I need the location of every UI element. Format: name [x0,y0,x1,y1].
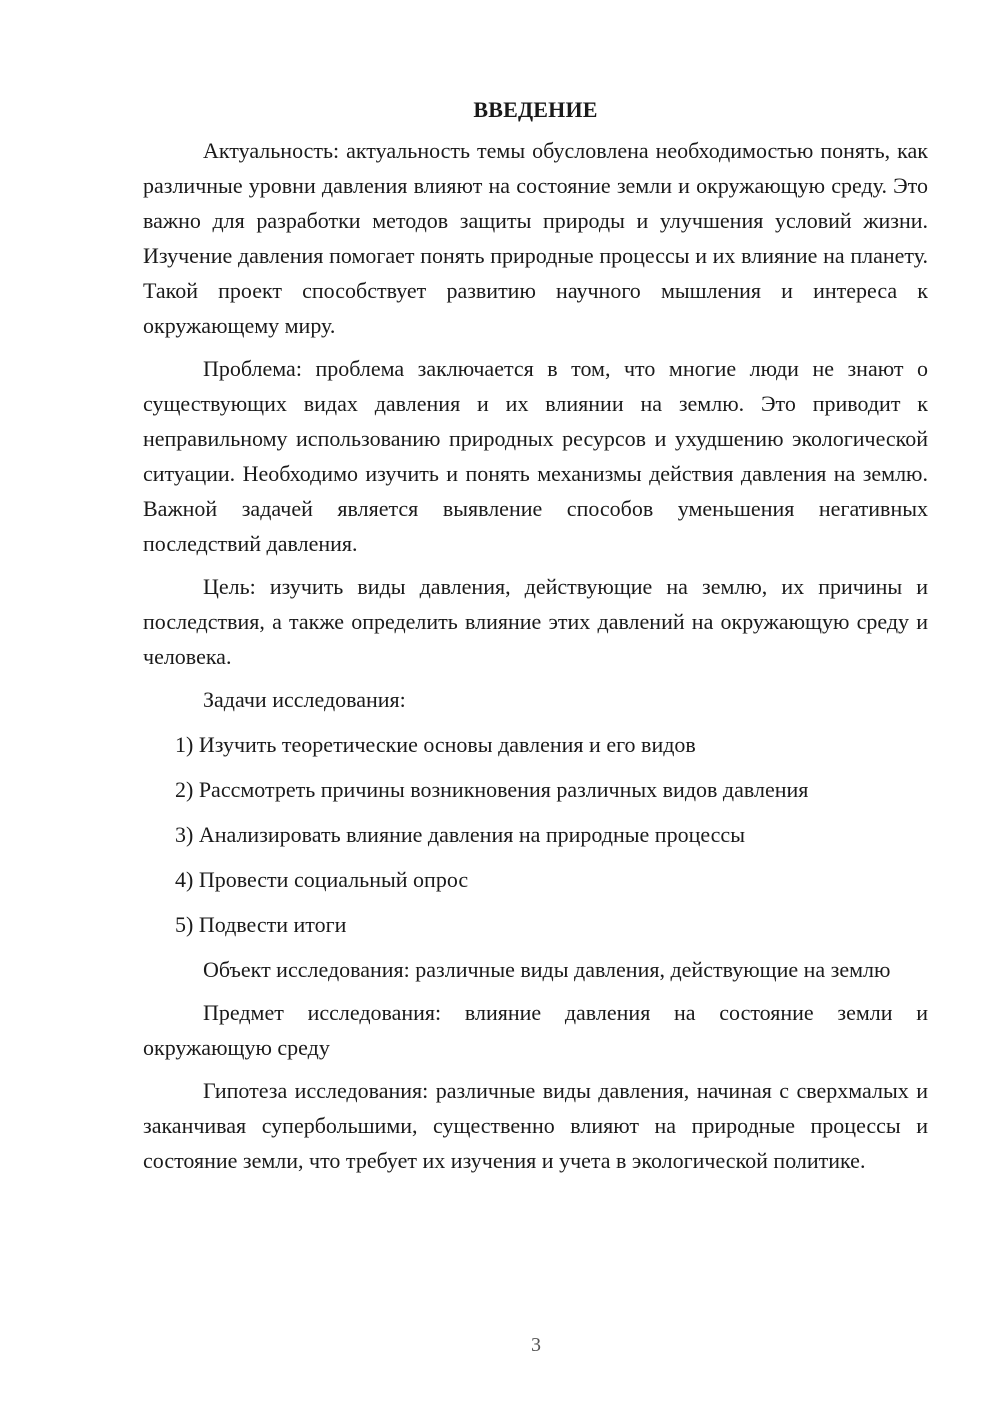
hypothesis-paragraph: Гипотеза исследования: различные виды давления, начиная с сверхмалых и заканчивая супербольшими, существенно влияют на природные процессы и состояние земли, что требует их изучения и учета в экологической политике. [143,1078,928,1173]
tasks-list [143,727,928,942]
problem-paragraph: Проблема: проблема заключается в том, что многие люди не знают о существующих видах давления и их влиянии на землю. Это приводит к неправильному использованию природных ресурсов и ухудшению экологической ситуации. Необходимо изучить и понять механизмы действия давления на землю. Важной задачей является выявление способов уменьшения негативных последствий давления. [143,356,928,556]
relevance-paragraph: Актуальность: актуальность темы обусловлена необходимостью понять, как различные уровни давления влияют на состояние земли и окружающую среду. Это важно для разработки методов защиты природы и улучшения условий жизни. Изучение давления помогает понять природные процессы и их влияние на планету. Такой проект способствует развитию научного мышления и интереса к окружающему миру. [143,138,928,338]
list-item: 3) Анализировать влияние давления на природные процессы [175,822,745,847]
page-number: 3 [531,1334,541,1356]
goal-paragraph: Цель: изучить виды давления, действующие на землю, их причины и последствия, а также определить влияние этих давлений на окружающую среду и человека. [143,574,928,669]
list-item: 2) Рассмотреть причины возникновения различных видов давления [175,777,809,802]
object-paragraph: Объект исследования: различные виды давления, действующие на землю [203,957,891,982]
subject-paragraph: Предмет исследования: влияние давления на состояние земли и окружающую среду [143,1000,928,1060]
tasks-title: Задачи исследования: [203,687,406,712]
page-content [143,92,928,1186]
list-item: 5) Подвести итоги [175,912,347,937]
list-item: 1) Изучить теоретические основы давления и его видов [175,732,696,757]
list-item: 4) Провести социальный опрос [175,867,469,892]
section-heading: ВВЕДЕНИЕ [473,97,598,122]
